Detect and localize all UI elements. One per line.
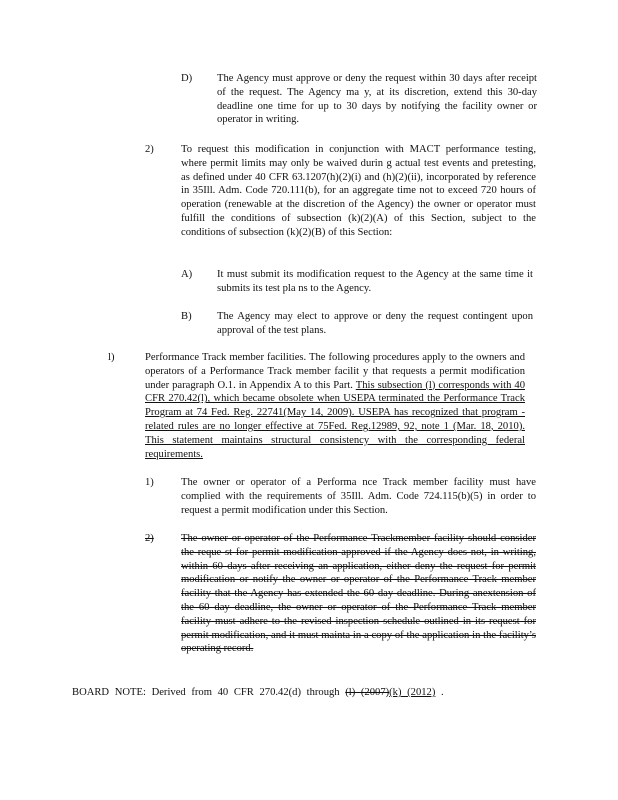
inserted-citation: (k) (2012)	[389, 687, 436, 698]
item-text: To request this modification in conjunction with MACT performance testing, where permit limits may only be waived durin g actual test events and pretesting, as defined under 40 CFR 63.1207(h)(2)(i) and (h)(2)(ii), incorporated by reference in 35Ill. Adm. Code 720.111(b), for an aggregate time not to exceed 720 hours of operation (renewable at the discretion of the Agency) the owner or operator must fulfill the conditions of subsection (k)(2)(A) of this Section, subject to the conditions of subsection (k)(2)(B) of this Section:	[181, 144, 536, 238]
item-marker: 2)	[145, 533, 154, 544]
item-marker: 1)	[145, 477, 154, 488]
item-text: The Agency must approve or deny the request within 30 days after receipt of the request. The Agency ma y, at its discretion, extend this 30-day deadline one time for up to 30 days by notifying the facility owner or operator in writing.	[217, 73, 537, 126]
board-note-text: Derived from 40 CFR 270.42(d) through	[151, 687, 340, 698]
item-marker: B)	[181, 311, 192, 322]
item-marker: D)	[181, 73, 193, 84]
item-marker: 2)	[145, 144, 154, 155]
paragraph-plain-text: Performance Track member facilities. The following procedures apply to the owners and operators of a Performance Track member facilit y that requests a permit modification under paragraph O.1. in Appendix A to this Part.	[145, 352, 525, 391]
item-text: The owner or operator of the Performance Trackmember facility should consider the reque st for permit modification approved if the Agency does not, in writing, within 60 days after receiving an application, either deny the request for permit modification or notify the owner or operator of the Performance Track member facility that the Agency has extended the 60 day deadline. During anextension of the 60 day deadline, the owner or operator of the Performance Track member facility must adhere to the revised inspection schedule outlined in its request for permit modification, and it must mainta in a copy of the application in the facility’s operating record.	[181, 533, 536, 655]
item-text: It must submit its modification request to the Agency at the same time it submits its test pla ns to the Agency.	[217, 269, 533, 294]
board-note-prefix: BOARD NOTE:	[72, 687, 146, 698]
item-marker: A)	[181, 269, 193, 280]
item-text: The owner or operator of a Performa nce Track member facility must have complied with the requirements of 35Ill. Adm. Code 724.115(b)(5) in order to request a permit modification under this Section.	[181, 477, 536, 516]
struck-citation: (l) (2007)	[345, 687, 390, 698]
item-marker: l)	[108, 352, 115, 363]
inserted-text: This subsection (l) corresponds with 40 CFR 270.42(l), which became obsolete when USEPA terminated the Performance Track Program at 74 Fed. Reg. 22741(May 14, 2009). USEPA has recognized that program -related rules are no longer effective at 75Fed. Reg.12989, 92, note 1 (Mar. 18, 2010). This statement maintains structural consistency with the corresponding federal requirements.	[145, 379, 525, 460]
item-text	[145, 351, 525, 461]
item-text: The Agency may elect to approve or deny the request contingent upon approval of the test plans.	[217, 311, 533, 336]
board-note	[72, 686, 592, 700]
board-note-end: .	[441, 687, 444, 698]
